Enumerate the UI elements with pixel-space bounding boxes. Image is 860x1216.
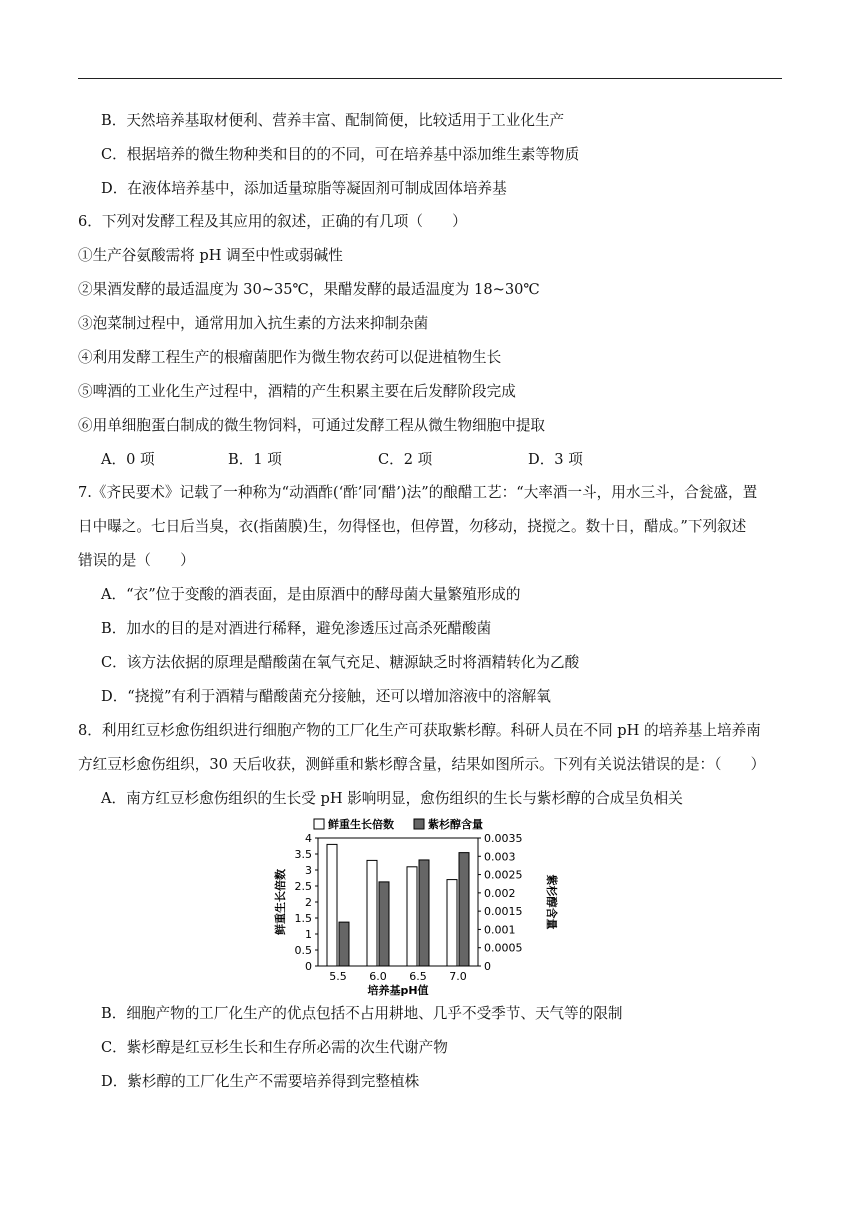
left-tick-label: 2 [305, 896, 312, 909]
q7-option-c: C．该方法依据的原理是醋酸菌在氧气充足、糖源缺乏时将酒精转化为乙酸 [101, 654, 580, 671]
x-tick-label: 6.0 [369, 970, 387, 983]
legend-label-1: 鲜重生长倍数 [328, 818, 394, 831]
bar-taxol-6.0 [379, 882, 389, 966]
q6-statement-1: ①生产谷氨酸需将 pH 调至中性或弱碱性 [78, 247, 343, 264]
right-tick-label: 0.0035 [484, 832, 523, 845]
q6-statement-5: ⑤啤酒的工业化生产过程中，酒精的产生积累主要在后发酵阶段完成 [78, 383, 516, 400]
q7-option-b: B．加水的目的是对酒进行稀释，避免渗透压过高杀死醋酸菌 [101, 620, 492, 637]
left-tick-label: 0.5 [294, 944, 312, 957]
q8-stem-line-1: 8．利用红豆杉愈伤组织进行细胞产物的工厂化生产可获取紫杉醇。科研人员在不同 pH 的培养基上培养南 [78, 722, 761, 739]
right-tick-label: 0.0005 [484, 941, 523, 955]
left-tick-label: 2.5 [294, 880, 312, 893]
q6-option-a: A．0 项 [101, 451, 155, 468]
q6-statement-3: ③泡菜制过程中，通常用加入抗生素的方法来抑制杂菌 [78, 315, 429, 332]
q6-stem: 6．下列对发酵工程及其应用的叙述，正确的有几项（ ） [78, 213, 467, 230]
x-axis-title: 培养基pH值 [367, 984, 429, 997]
q5-option-c: C．根据培养的微生物种类和目的的不同，可在培养基中添加维生素等物质 [101, 146, 580, 163]
q5-option-b: B．天然培养基取材便利、营养丰富、配制简便，比较适用于工业化生产 [101, 112, 565, 129]
q8-stem-line-2: 方红豆杉愈伤组织，30 天后收获，测鲜重和紫杉醇含量，结果如图所示。下列有关说法错误的是：（ ） [78, 756, 766, 773]
bar-taxol-6.5 [419, 860, 429, 966]
right-tick-label: 0.002 [484, 886, 516, 900]
bar-fresh-weight-5.5 [327, 844, 337, 966]
right-tick-label: 0.001 [484, 923, 516, 937]
q6-statement-4: ④利用发酵工程生产的根瘤菌肥作为微生物农药可以促进植物生长 [78, 349, 502, 366]
right-tick-label: 0 [484, 960, 491, 973]
q8-option-a: A．南方红豆杉愈伤组织的生长受 pH 影响明显，愈伤组织的生长与紫杉醇的合成呈负相关 [101, 790, 683, 807]
x-tick-label: 6.5 [409, 970, 427, 983]
x-tick-label: 5.5 [329, 970, 347, 983]
right-axis-title: 紫杉醇含量 [545, 874, 558, 930]
legend-label-2: 紫杉醇含量 [428, 818, 483, 831]
left-tick-label: 1 [305, 928, 312, 941]
legend-swatch-2 [414, 819, 424, 829]
right-tick-label: 0.0015 [484, 905, 523, 919]
header-rule [78, 78, 782, 79]
x-tick-label: 7.0 [449, 970, 467, 983]
left-tick-label: 0 [305, 960, 312, 973]
bar-fresh-weight-6.5 [407, 867, 417, 966]
left-tick-label: 1.5 [294, 912, 312, 925]
left-tick-label: 3.5 [294, 848, 312, 861]
q7-stem-line-3: 错误的是（ ） [78, 552, 195, 569]
bar-taxol-5.5 [339, 922, 349, 966]
q5-option-d: D．在液体培养基中，添加适量琼脂等凝固剂可制成固体培养基 [101, 180, 507, 197]
q7-stem-line-2: 日中曝之。七日后当臭，衣(指菌膜)生，勿得怪也，但停置，勿移动，挠搅之。数十日，醋成。”下列叙述 [78, 518, 747, 535]
q6-option-d: D．3 项 [528, 451, 583, 468]
right-tick-label: 0.003 [484, 850, 516, 864]
q7-stem-line-1: 7.《齐民要术》记载了一种称为“动酒酢(‘酢’同‘醋’)法”的酿醋工艺：“大率酒一斗，用水三斗，合瓮盛，置 [78, 484, 758, 501]
right-tick-label: 0.0025 [484, 868, 523, 882]
left-tick-label: 3 [305, 864, 312, 877]
bar-taxol-7.0 [459, 853, 469, 966]
bar-fresh-weight-7.0 [447, 880, 457, 966]
left-axis-title: 鲜重生长倍数 [274, 869, 287, 935]
legend-swatch-1 [314, 819, 324, 829]
ph-effect-bar-chart [262, 812, 592, 998]
bar-fresh-weight-6.0 [367, 860, 377, 966]
q6-statement-6: ⑥用单细胞蛋白制成的微生物饲料，可通过发酵工程从微生物细胞中提取 [78, 417, 546, 434]
q6-option-b: B．1 项 [228, 451, 282, 468]
q8-option-d: D．紫杉醇的工厂化生产不需要培养得到完整植株 [101, 1073, 420, 1090]
q6-statement-2: ②果酒发酵的最适温度为 30~35℃，果醋发酵的最适温度为 18~30℃ [78, 281, 540, 298]
q8-option-b: B．细胞产物的工厂化生产的优点包括不占用耕地、几乎不受季节、天气等的限制 [101, 1005, 623, 1022]
q8-option-c: C．紫杉醇是红豆杉生长和生存所必需的次生代谢产物 [101, 1039, 448, 1056]
left-tick-label: 4 [305, 832, 312, 845]
q6-option-c: C．2 项 [378, 451, 433, 468]
q7-option-a: A．“衣”位于变酸的酒表面，是由原酒中的酵母菌大量繁殖形成的 [101, 586, 521, 603]
q7-option-d: D．“挠搅”有利于酒精与醋酸菌充分接触，还可以增加溶液中的溶解氧 [101, 688, 551, 705]
